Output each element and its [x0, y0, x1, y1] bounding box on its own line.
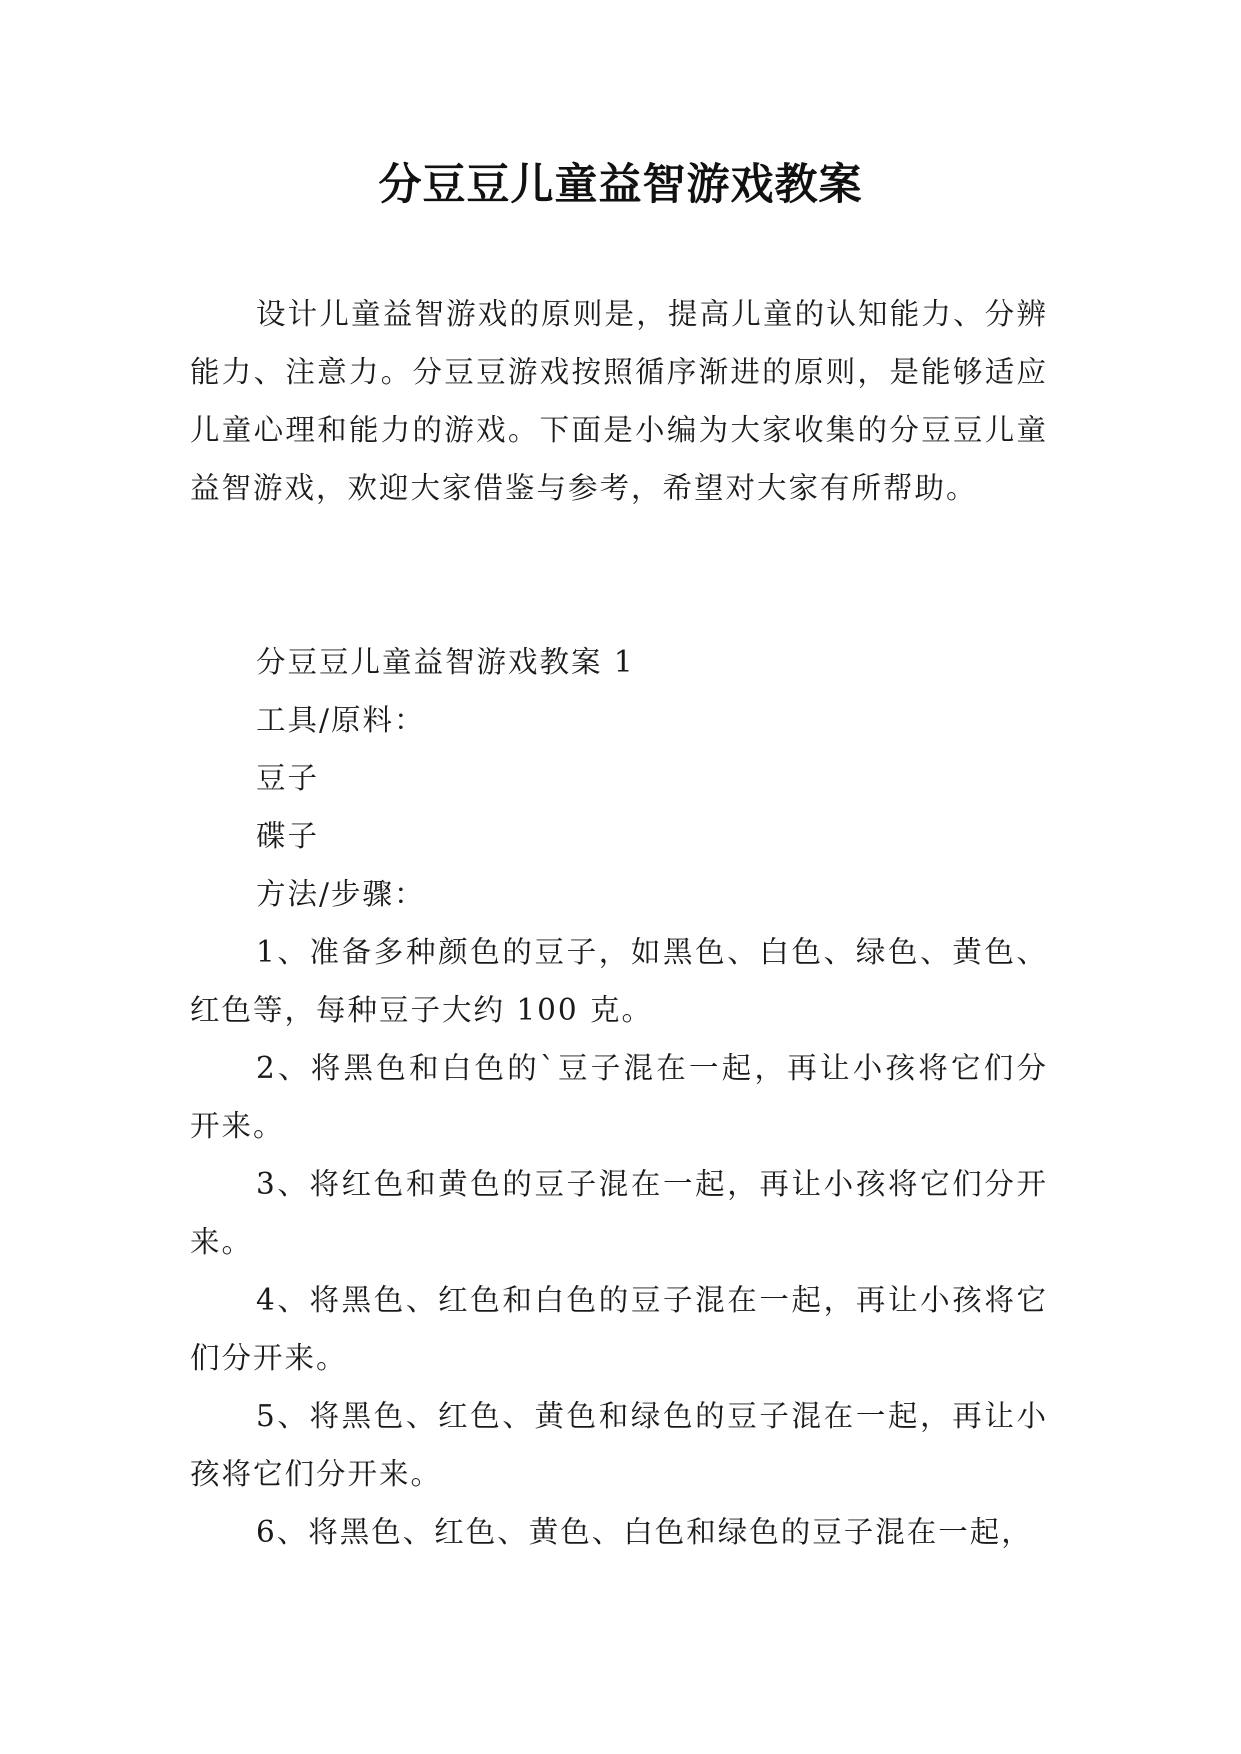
- method-label: 方法/步骤：: [256, 877, 426, 911]
- step-item: 6、将黑色、红色、黄色、白色和绿色的豆子混在一起，: [256, 1515, 1033, 1549]
- document-title: 分豆豆儿童益智游戏教案: [378, 160, 863, 210]
- step-item: 1、准备多种颜色的豆子，如黑色、白色、绿色、黄色、红色等，每种豆子大约 100 克。: [190, 935, 1048, 1027]
- step-item: 5、将黑色、红色、黄色和绿色的豆子混在一起，再让小孩将它们分开来。: [190, 1399, 1048, 1491]
- step-item: 3、将红色和黄色的豆子混在一起，再让小孩将它们分开来。: [190, 1167, 1048, 1259]
- material-item: 碟子: [256, 819, 320, 853]
- lesson-section: [190, 633, 1048, 1561]
- materials-label: 工具/原料：: [256, 703, 426, 737]
- step-item: 2、将黑色和白色的`豆子混在一起，再让小孩将它们分开来。: [190, 1051, 1048, 1143]
- section-heading: 分豆豆儿童益智游戏教案 1: [256, 645, 635, 679]
- material-item: 豆子: [256, 761, 320, 795]
- intro-paragraph: 设计儿童益智游戏的原则是，提高儿童的认知能力、分辨能力、注意力。分豆豆游戏按照循序渐进的原则，是能够适应儿童心理和能力的游戏。下面是小编为大家收集的分豆豆儿童益智游戏，欢迎大家借鉴与参考，希望对大家有所帮助。: [190, 297, 1048, 505]
- step-item: 4、将黑色、红色和白色的豆子混在一起，再让小孩将它们分开来。: [190, 1283, 1048, 1375]
